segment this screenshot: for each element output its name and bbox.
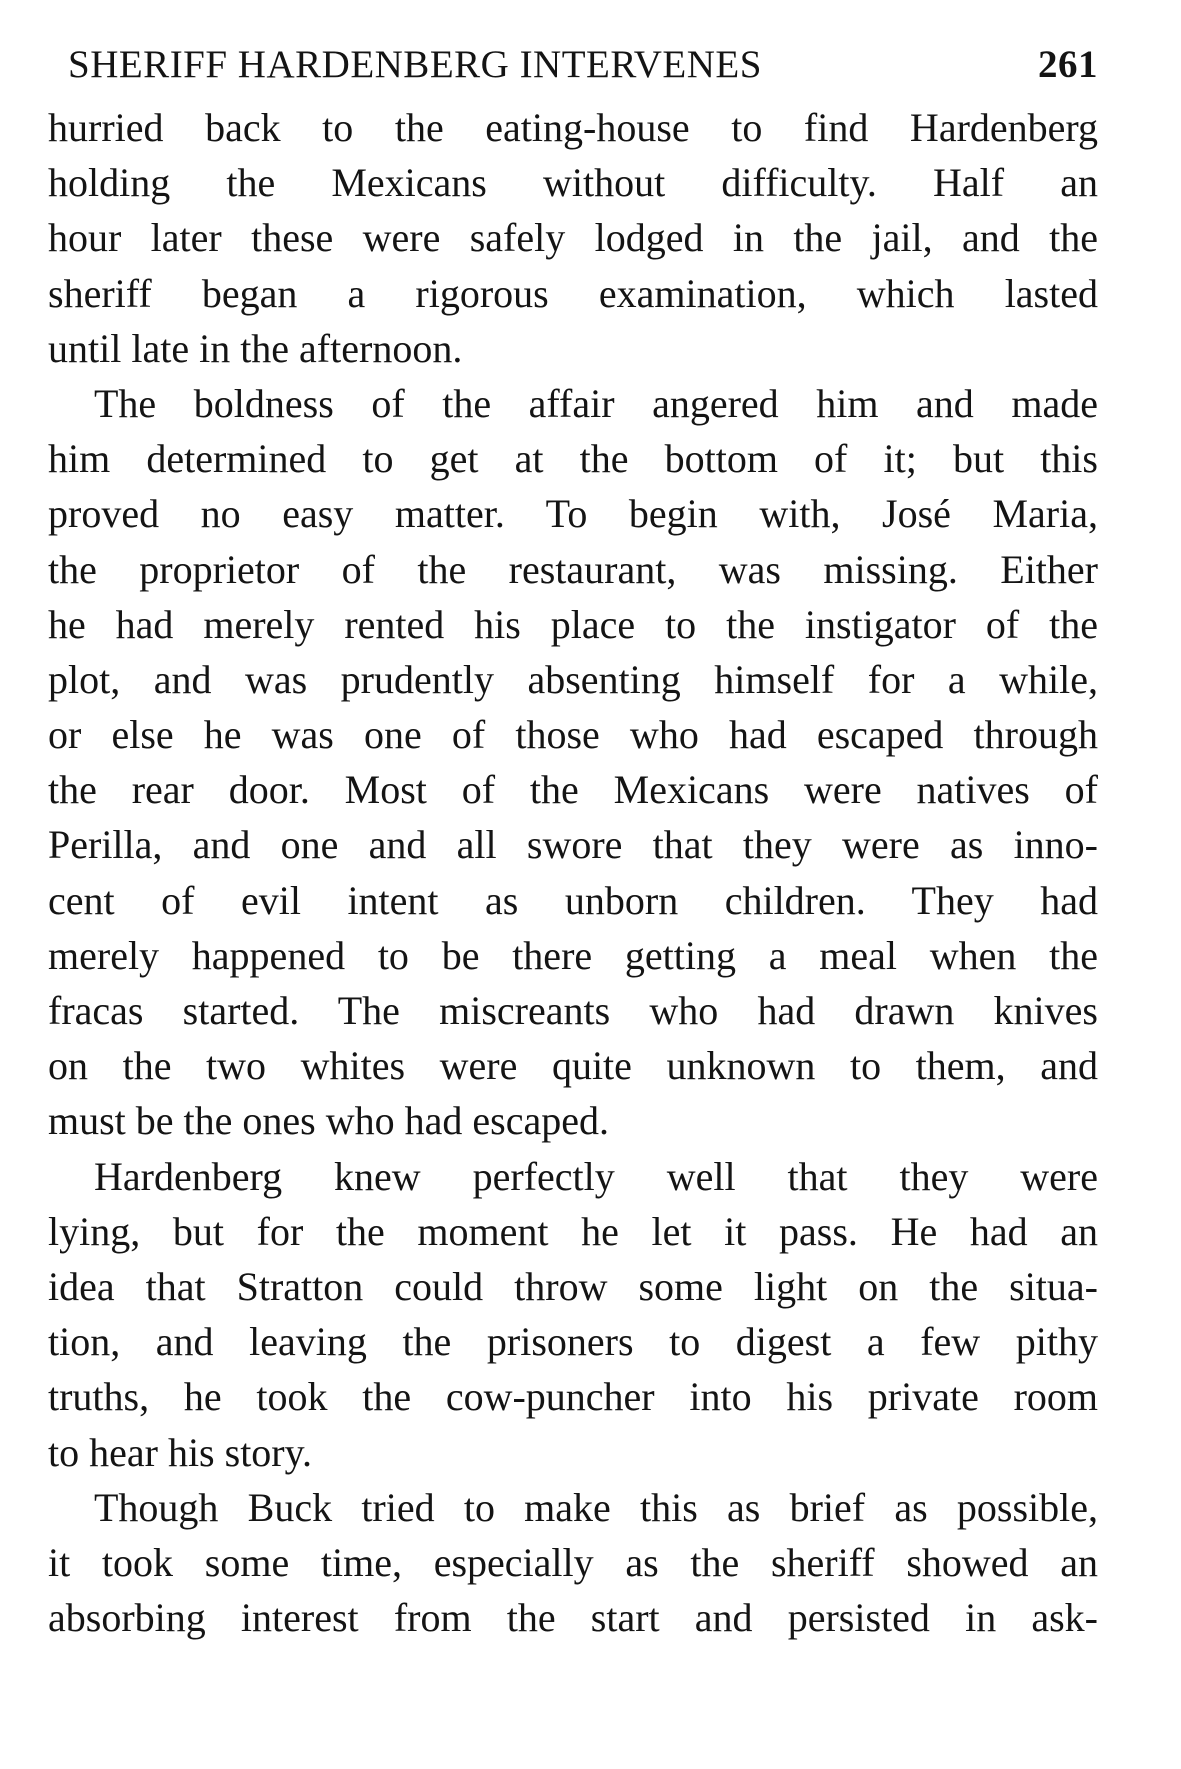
text-line: Perilla, and one and all swore that they were as inno- xyxy=(48,822,1098,868)
text-line: must be the ones who had escaped. xyxy=(48,1098,609,1144)
running-head xyxy=(48,30,1098,100)
text-line: he had merely rented his place to the instigator of the xyxy=(48,601,1098,647)
text-line: the proprietor of the restaurant, was missing. Either xyxy=(48,546,1098,592)
text-line: or else he was one of those who had escaped through xyxy=(48,712,1098,758)
text-line: lying, but for the moment he let it pass. He had an xyxy=(48,1208,1098,1254)
text-line: hour later these were safely lodged in the jail, and the xyxy=(48,215,1098,261)
text-line: merely happened to be there getting a meal when the xyxy=(48,932,1098,978)
text-line: until late in the afternoon. xyxy=(48,325,463,371)
text-line: The boldness of the affair angered him and made xyxy=(94,380,1098,426)
text-line: holding the Mexicans without difficulty. Half an xyxy=(48,160,1098,206)
text-line: plot, and was prudently absenting himself for a while, xyxy=(48,656,1098,702)
text-line: truths, he took the cow-puncher into his private room xyxy=(48,1374,1098,1420)
text-line: him determined to get at the bottom of it; but this xyxy=(48,436,1098,482)
body-text xyxy=(48,100,1098,1645)
page-number: 261 xyxy=(1038,43,1098,86)
text-line: proved no easy matter. To begin with, José Maria, xyxy=(48,491,1098,537)
text-line: Hardenberg knew perfectly well that they were xyxy=(94,1153,1098,1199)
running-title: SHERIFF HARDENBERG INTERVENES xyxy=(68,43,762,86)
text-line: it took some time, especially as the sheriff showed an xyxy=(48,1539,1098,1585)
text-line: sheriff began a rigorous examination, which lasted xyxy=(48,270,1098,316)
text-line: Though Buck tried to make this as brief as possible, xyxy=(94,1484,1098,1530)
text-line: absorbing interest from the start and persisted in ask- xyxy=(48,1595,1098,1641)
text-line: idea that Stratton could throw some light on the situa- xyxy=(48,1263,1098,1309)
text-line: cent of evil intent as unborn children. They had xyxy=(48,877,1098,923)
text-line: tion, and leaving the prisoners to digest a few pithy xyxy=(48,1319,1098,1365)
book-page xyxy=(48,30,1098,1645)
text-line: fracas started. The miscreants who had drawn knives xyxy=(48,988,1098,1033)
text-line: to hear his story. xyxy=(48,1429,313,1475)
text-line: on the two whites were quite unknown to them, and xyxy=(48,1043,1098,1089)
text-line: hurried back to the eating-house to find Hardenberg xyxy=(48,105,1098,150)
text-line: the rear door. Most of the Mexicans were natives of xyxy=(48,767,1098,813)
